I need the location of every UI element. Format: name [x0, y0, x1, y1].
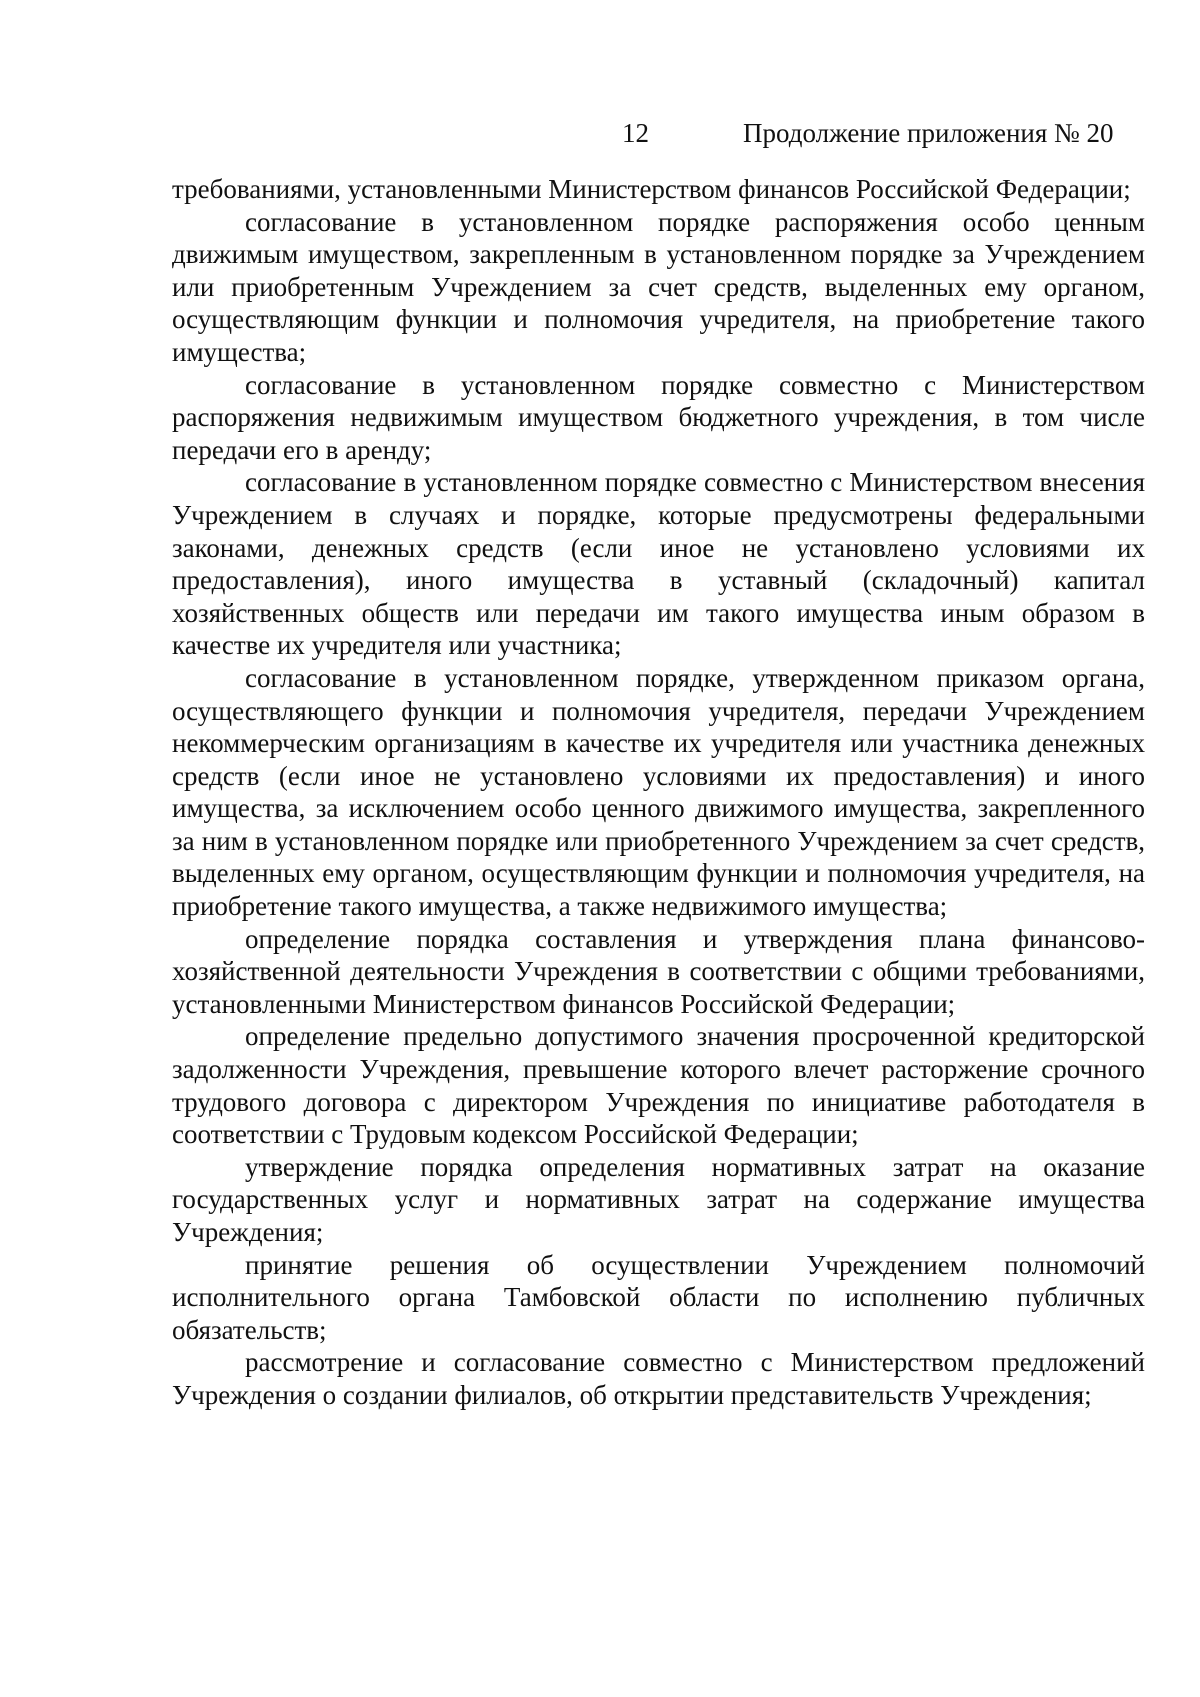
paragraph: согласование в установленном порядке совместно с Министерством внесения Учреждением в случаях и порядке, которые предусмотрены федеральными законами, денежных средств (если иное не установлено условиями их предоставления), иного имущества в уставный (складочный) капитал хозяйственных обществ или передачи им такого имущества иным образом в качестве их учредителя или участника;	[172, 467, 1145, 661]
paragraph: определение предельно допустимого значения просроченной кредиторской задолженности Учреждения, превышение которого влечет расторжение срочного трудового договора с директором Учреждения по инициативе работодателя в соответствии с Трудовым кодексом Российской Федерации;	[172, 1021, 1145, 1150]
paragraph: принятие решения об осуществлении Учреждением полномочий исполнительного органа Тамбовской области по исполнению публичных обязательств;	[172, 1249, 1145, 1345]
paragraph: согласование в установленном порядке распоряжения особо ценным движимым имуществом, закрепленным в установленном порядке за Учреждением или приобретенным Учреждением за счет средств, выделенных ему органом, осуществляющим функции и полномочия учредителя, на приобретение такого имущества;	[172, 206, 1145, 367]
paragraph: согласование в установленном порядке совместно с Министерством распоряжения недвижимым имуществом бюджетного учреждения, в том числе передачи его в аренду;	[172, 369, 1145, 465]
paragraph: утверждение порядка определения нормативных затрат на оказание государственных услуг и нормативных затрат на содержание имущества Учреждения;	[172, 1151, 1145, 1247]
appendix-label: Продолжение приложения № 20	[743, 118, 1114, 148]
document-body	[172, 173, 1145, 1412]
paragraph: согласование в установленном порядке, утвержденном приказом органа, осуществляющего функции и полномочия учредителя, передачи Учреждением некоммерческим организациям в качестве их учредителя или участника денежных средств (если иное не установлено условиями их предоставления) и иного имущества, за исключением особо ценного движимого имущества, закрепленного за ним в установленном порядке или приобретенного Учреждением за счет средств, выделенных ему органом, осуществляющим функции и полномочия учредителя, на приобретение такого имущества, а также недвижимого имущества;	[172, 662, 1145, 922]
paragraph: рассмотрение и согласование совместно с Министерством предложений Учреждения о создании филиалов, об открытии представительств Учреждения;	[172, 1347, 1145, 1410]
paragraph: определение порядка составления и утверждения плана финансово-хозяйственной деятельности Учреждения в соответствии с общими требованиями, установленными Министерством финансов Российской Федерации;	[172, 923, 1145, 1019]
page-header	[0, 115, 1200, 151]
page-number: 12	[622, 118, 649, 148]
paragraph: требованиями, установленными Министерством финансов Российской Федерации;	[172, 174, 1131, 204]
